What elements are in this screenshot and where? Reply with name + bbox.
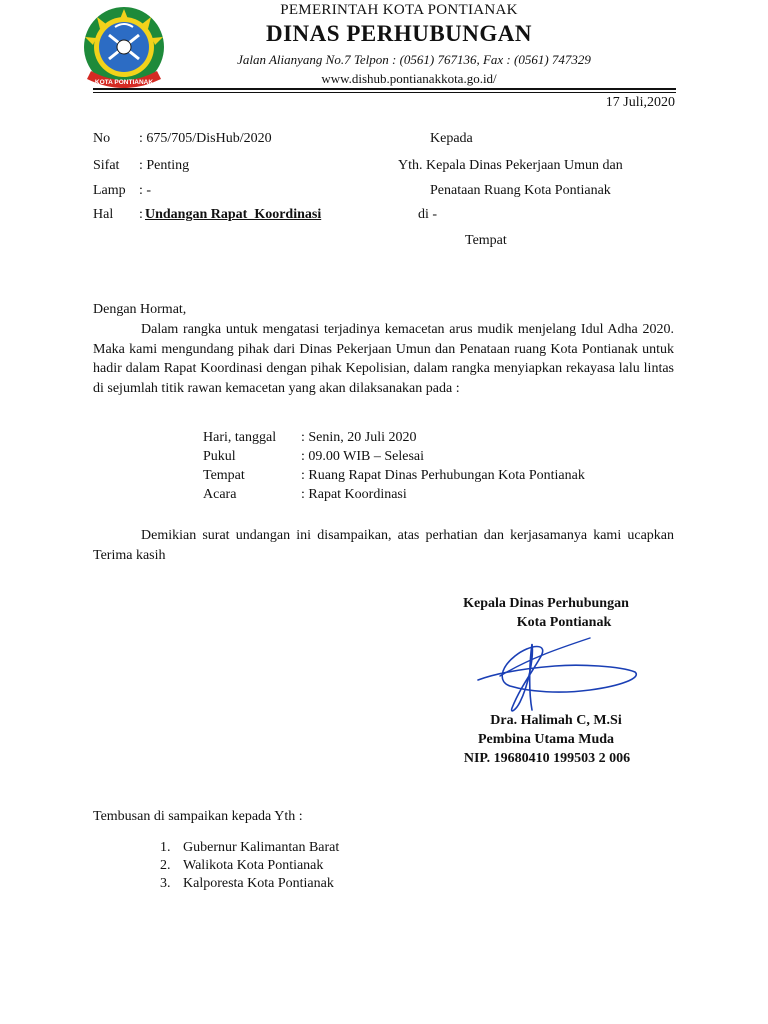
hal-label: Hal (93, 207, 114, 222)
detail-label: Pukul (203, 449, 236, 464)
header-rule-thin (93, 92, 676, 93)
sifat-label: Sifat (93, 158, 120, 173)
sifat-value: : Penting (139, 158, 190, 173)
logo-banner-text: KOTA PONTIANAK (94, 79, 154, 86)
header-website[interactable]: www.dishub.pontianakkota.go.id/ (321, 71, 497, 86)
detail-value: : Rapat Koordinasi (301, 487, 407, 502)
handwritten-signature (470, 628, 650, 718)
recipient-line2: Penataan Ruang Kota Pontianak (430, 183, 611, 198)
recipient-kepada: Kepada (430, 131, 473, 146)
cc-item-number: 2. (160, 858, 171, 873)
cc-item: Kalporesta Kota Pontianak (183, 876, 334, 891)
header-address: Jalan Alianyang No.7 Telpon : (0561) 767136, Fax : (0561) 747329 (237, 52, 591, 67)
no-value: : 675/705/DisHub/2020 (139, 131, 272, 146)
detail-label: Hari, tanggal (203, 430, 277, 445)
detail-value: : Senin, 20 Juli 2020 (301, 430, 417, 445)
salutation: Dengan Hormat, (93, 302, 187, 317)
detail-label: Tempat (203, 468, 245, 483)
recipient-line1: Yth. Kepala Dinas Pekerjaan Umun dan (398, 158, 623, 173)
signature-title-1: Kepala Dinas Perhubungan (463, 596, 629, 611)
closing-paragraph: Demikian surat undangan ini disampaikan, atas perhatian dan kerjasamanya kami ucapkan Terima kasih (93, 528, 674, 563)
cc-item-number: 3. (160, 876, 171, 891)
lamp-value: : - (139, 183, 152, 198)
header-rule-thick (93, 88, 676, 90)
signatory-rank: Pembina Utama Muda (477, 732, 615, 747)
cc-item: Gubernur Kalimantan Barat (183, 840, 340, 855)
lamp-label: Lamp (93, 183, 126, 198)
hal-colon: : (139, 207, 143, 222)
detail-value: : Ruang Rapat Dinas Perhubungan Kota Pontianak (301, 468, 585, 483)
cc-item: Walikota Kota Pontianak (183, 858, 324, 873)
hal-value: Undangan Rapat Koordinasi (145, 207, 322, 222)
header-department: DINAS PERHUBUNGAN (266, 21, 532, 46)
recipient-di: di - (418, 207, 438, 222)
header-government: PEMERINTAH KOTA PONTIANAK (280, 2, 518, 18)
detail-label: Acara (203, 487, 237, 502)
cc-intro: Tembusan di sampaikan kepada Yth : (93, 809, 303, 824)
signature-title-2: Kota Pontianak (516, 615, 612, 630)
body-paragraph: Dalam rangka untuk mengatasi terjadinya kemacetan arus mudik menjelang Idul Adha 2020. Maka kami mengundang pihak dari Dinas Pekerjaan Umun dan Penataan ruang Kota Pontianak untuk hadir dalam Rapat Koordinasi dengan pihak Kepolisian, dalam rangka menyiapkan rekayasa lalu lintas di sejumlah titik rawan kemacetan yang akan dilaksanakan pada : (93, 322, 674, 396)
no-label: No (93, 131, 111, 146)
cc-item-number: 1. (160, 840, 171, 855)
recipient-tempat: Tempat (465, 233, 507, 248)
letter-date: 17 Juli,2020 (605, 95, 675, 110)
signatory-name: Dra. Halimah C, M.Si (490, 713, 622, 728)
signatory-nip: NIP. 19680410 199503 2 006 (463, 751, 631, 766)
detail-value: : 09.00 WIB – Selesai (301, 449, 425, 464)
